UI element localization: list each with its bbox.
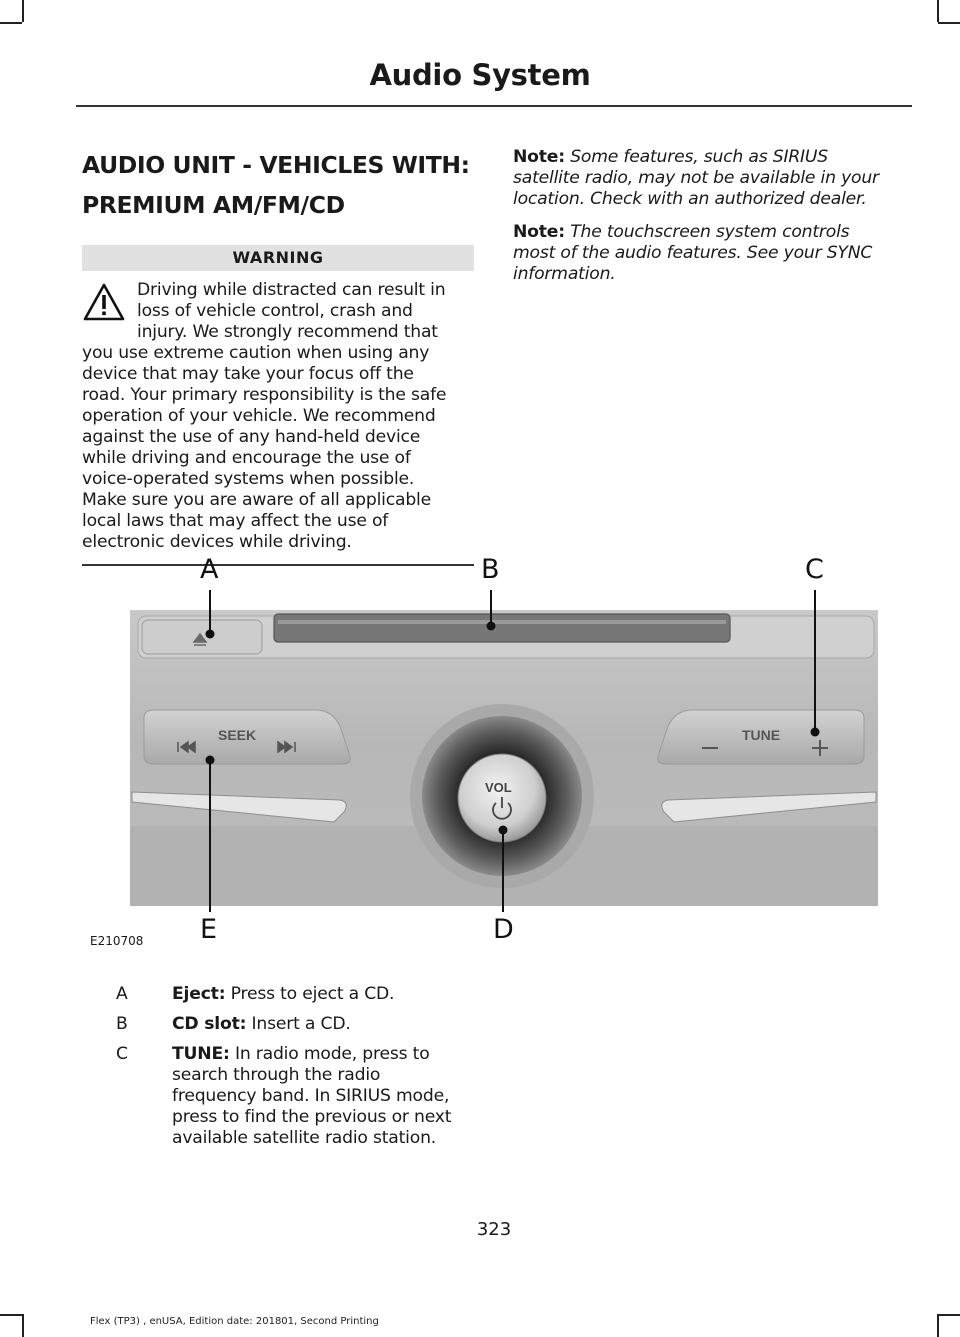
right-column [513, 147, 913, 297]
figure-code: E210708 [90, 934, 144, 948]
crop-mark [22, 0, 24, 22]
legend-line: available satellite radio station. [172, 1128, 437, 1148]
legend [116, 984, 486, 1158]
eject-button[interactable] [142, 620, 262, 654]
legend-body [172, 984, 486, 1005]
tune-label: TUNE [742, 727, 781, 743]
legend-letter: A [116, 984, 128, 1004]
legend-item [116, 1044, 486, 1149]
note [513, 222, 913, 285]
legend-item [116, 1014, 486, 1035]
vol-label: VOL [485, 780, 512, 795]
section-title-line: AUDIO UNIT - VEHICLES WITH: [82, 151, 470, 179]
warning-line: operation of your vehicle. We recommend [82, 406, 436, 426]
note-line: satellite radio, may not be available in your [513, 168, 879, 188]
crop-mark [0, 1314, 22, 1316]
warning-line: road. Your primary responsibility is the safe [82, 385, 447, 405]
legend-line: frequency band. In SIRIUS mode, [172, 1086, 450, 1106]
crop-mark [22, 1314, 24, 1337]
left-column [82, 145, 474, 566]
section-title [82, 145, 474, 225]
legend-line: search through the radio [172, 1065, 381, 1085]
callout-letter-e: E [200, 914, 218, 945]
note-line [513, 147, 913, 168]
legend-term: CD slot: [172, 1014, 247, 1034]
audio-unit-figure [78, 550, 898, 950]
callout-dot-c [811, 728, 820, 737]
legend-body [172, 1014, 486, 1035]
header-rule [76, 105, 912, 107]
legend-text: Press to eject a CD. [225, 984, 395, 1004]
seek-button[interactable] [144, 710, 350, 764]
callout-letter-d: D [493, 914, 514, 945]
crop-mark [938, 22, 960, 24]
warning-heading: WARNING [82, 245, 474, 271]
note-label: Note: [513, 222, 565, 242]
note-line [513, 222, 913, 243]
legend-line [172, 1044, 486, 1065]
callout-letter-a: A [200, 554, 219, 585]
crop-mark [937, 1314, 939, 1337]
note-label: Note: [513, 147, 565, 167]
callout-letter-c: C [805, 554, 824, 585]
crop-mark [938, 1314, 960, 1316]
legend-term: TUNE: [172, 1044, 230, 1064]
note-line: most of the audio features. See your SYNC [513, 243, 873, 263]
seek-label: SEEK [218, 727, 257, 743]
warning-line: while driving and encourage the use of [82, 448, 411, 468]
note-line: information. [513, 264, 616, 284]
callout-dot-e [206, 756, 215, 765]
page-header-title: Audio System [369, 58, 591, 92]
note-text: Some features, such as SIRIUS [564, 147, 829, 167]
legend-line: press to find the previous or next [172, 1107, 452, 1127]
warning-line: against the use of any hand-held device [82, 427, 421, 447]
callout-letter-b: B [481, 554, 500, 585]
warning-box [82, 280, 474, 553]
legend-line [172, 984, 486, 1005]
warning-line: loss of vehicle control, crash and [137, 301, 413, 321]
footer-text: Flex (TP3) , enUSA, Edition date: 201801, Second Printing [90, 1316, 379, 1327]
warning-line: electronic devices while driving. [82, 532, 352, 552]
legend-term: Eject: [172, 984, 226, 1004]
page-number: 323 [476, 1219, 512, 1240]
legend-letter: C [116, 1044, 128, 1064]
warning-line: local laws that may affect the use of [82, 511, 389, 531]
crop-mark [0, 22, 22, 24]
warning-line: you use extreme caution when using any [82, 343, 430, 363]
crop-mark [937, 0, 939, 22]
note [513, 147, 913, 210]
callout-dot-a [206, 630, 215, 639]
legend-letter: B [116, 1014, 128, 1034]
note-line: location. Check with an authorized dealer. [513, 189, 867, 209]
legend-text: In radio mode, press to [229, 1044, 430, 1064]
note-text: The touchscreen system controls [564, 222, 850, 242]
callout-dot-d [499, 826, 508, 835]
warning-line: voice-operated systems when possible. [82, 469, 415, 489]
warning-line: injury. We strongly recommend that [137, 322, 438, 342]
warning-triangle-icon [82, 282, 126, 322]
legend-line [172, 1014, 486, 1035]
cd-slot[interactable] [274, 614, 730, 642]
legend-body [172, 1044, 486, 1149]
legend-text: Insert a CD. [246, 1014, 351, 1034]
section-title-line: PREMIUM AM/FM/CD [82, 191, 345, 219]
warning-line: Make sure you are aware of all applicable [82, 490, 431, 510]
callout-dot-b [487, 622, 496, 631]
warning-line: Driving while distracted can result in [137, 280, 446, 300]
cd-slot-highlight [278, 620, 726, 624]
legend-item [116, 984, 486, 1005]
warning-line: device that may take your focus off the [82, 364, 414, 384]
tune-button[interactable] [658, 710, 864, 764]
